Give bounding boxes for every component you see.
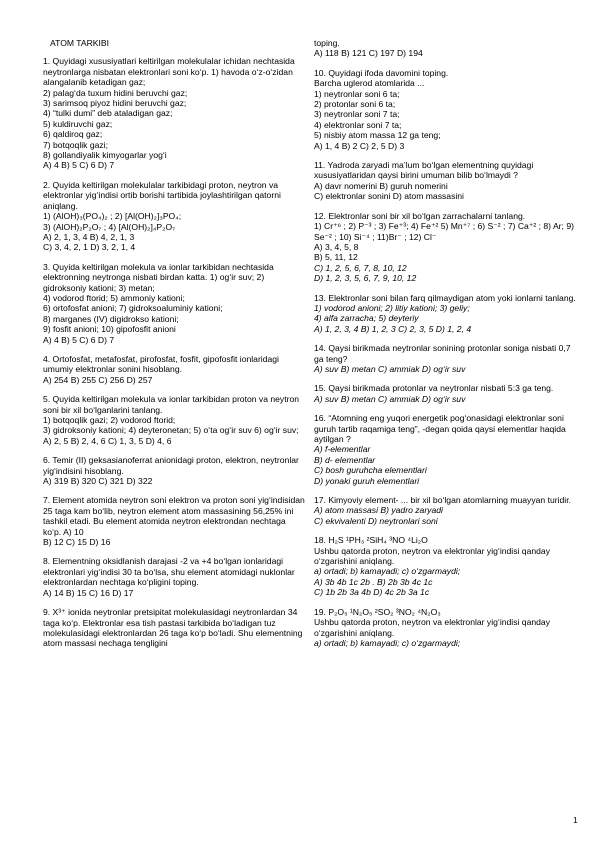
question-line: 3. Quyida keltirilgan molekula va ionlar tarkibidan nechtasida elektronning neytronga nisbati birdan katta. 1) og‘ir suv; 2) gidroksoniy kationi; 3) metan;	[43, 261, 274, 293]
question-block	[43, 354, 305, 385]
question-line: 16. “Atomning eng yuqori energetik pog‘onasidagi elektronlar soni guruh tartib raqamiga teng”, -degan qoida qaysi elementlar haqida aytilgan ?	[314, 413, 566, 444]
option-line: D) yonaki guruh elementlari	[314, 475, 420, 486]
question-line: 12. Elektronlar soni bir xil bo‘lgan zarrachalarni tanlang.	[314, 210, 526, 221]
option-line: A) 3b 4b 1c 2b . B) 2b 3b 4c 1c	[314, 576, 433, 587]
answer-options: B) 12 C) 15 D) 16	[43, 537, 111, 548]
question-line: 1) (AlOH)₃(PO₄)₂ ; 2) [Al(OH)₂]₃PO₄;	[43, 211, 182, 222]
right-column	[314, 38, 576, 657]
question-block	[314, 293, 576, 335]
question-line: 8) gollandiyalik kimyogarlar yog‘i	[43, 150, 167, 161]
question-line: 8) marganes (IV) digidrokso kationi;	[43, 313, 179, 324]
question-block	[314, 160, 576, 202]
question-line: 4. Ortofosfat, metafosfat, pirofosfat, fosfit, gipofosfit ionlaridagi umumiy elektronlar sonini hisoblang.	[43, 353, 279, 375]
question-line: 4) “tulki dumi” deb ataladigan gaz;	[43, 108, 173, 119]
question-line: 1) botqoqlik gazi; 2) vodorod ftorid;	[43, 415, 176, 425]
option-line: a) ortadi; b) kamayadi; c) o‘zgarmaydi;	[314, 566, 461, 577]
question-line: 4) vodorod ftorid; 5) ammoniy kationi;	[43, 292, 185, 303]
question-line: 14. Qaysi birikmada neytronlar sonining protonlar soniga nisbati 0,7 ga teng?	[314, 343, 571, 364]
question-line: C) 3, 4, 2, 1 D) 3, 2, 1, 4	[43, 242, 136, 253]
question-block	[314, 535, 576, 597]
question-block	[43, 180, 305, 253]
question-block	[314, 413, 576, 486]
question-block	[43, 262, 305, 345]
question-line: 8. Elementning oksidlanish darajasi -2 va +4 bo‘lgan ionlaridagi elektronlari yig‘indisi 30 ta bo‘lsa, shu element atomidagi nuklonlar elektronlardan nechtaga ko‘pligini toping.	[43, 556, 295, 588]
question-block	[314, 343, 576, 374]
option-line: C) 1, 2, 5, 6, 7, 8, 10, 12	[314, 262, 407, 273]
left-column	[43, 38, 305, 658]
question-block	[314, 607, 576, 649]
question-line: 6) qaldiroq gaz;	[43, 129, 103, 140]
option-line: C) ekvivalenti D) neytronlari soni	[314, 515, 438, 526]
question-line: 5) kuldiruvchi gaz;	[43, 118, 113, 129]
question-line: 1) neytronlar soni 6 ta;	[314, 88, 400, 99]
question-block	[314, 38, 576, 59]
question-line: 7) botqoqlik gazi;	[43, 139, 108, 150]
question-line: Ushbu qatorda proton, neytron va elektronlar yig‘indisi qanday o‘zgarishini aniqlang.	[314, 545, 550, 567]
question-line: 3) neytronlar soni 7 ta;	[314, 109, 400, 120]
question-block	[314, 383, 576, 404]
question-block	[43, 56, 305, 170]
question-line: 9. X³⁺ ionida neytronlar pretsipitat molekulasidagi neytronlardan 34 taga ko‘p. Elektronlar esa tish pastasi tarkibida bo‘ladigan tuz molekulasidagi elektronlardan 26 taga ko‘p bo‘ladi. Shu elementning atom massasi nechaga tengligini	[43, 607, 303, 649]
answer-options: A) 254 B) 255 C) 256 D) 257	[43, 374, 153, 385]
option-line: B) d- elementlar	[314, 454, 376, 465]
option-line: 1) vodorod anioni; 2) litiy kationi; 3) geliy;	[314, 302, 470, 313]
question-block	[43, 495, 305, 547]
question-line: 10. Quyidagi ifoda davomini toping.	[314, 67, 449, 78]
question-line: 3) sarimsoq piyoz hidini beruvchi gaz;	[43, 98, 187, 109]
question-block	[314, 68, 576, 151]
question-line: 4) elektronlar soni 7 ta;	[314, 119, 402, 130]
question-line: 19. P₂O₅ ¹N₂O₅ ²SO₂ ³NO₂ ⁴N₂O₃	[314, 606, 441, 617]
question-line: 6) ortofosfat anioni; 7) gidroksoaluminiy kationi;	[43, 303, 223, 314]
question-block	[43, 394, 305, 446]
question-line: A) 3, 4, 5, 8	[314, 241, 359, 252]
page-number: 1	[573, 815, 578, 825]
option-line: A) suv B) metan C) ammiak D) og‘ir suv	[314, 393, 466, 404]
question-line: C) elektronlar sonini D) atom massasini	[314, 191, 464, 202]
question-line: 2. Quyida keltirilgan molekulalar tarkibidagi proton, neytron va elektronlar yig‘indisi ortib borishi tartibida joylashtirilgan qatorni aniqlang.	[43, 179, 281, 211]
question-line: 17. Kimyoviy element- ... bir xil bo‘lgan atomlarning muayyan turidir.	[314, 495, 571, 506]
question-line: 5) nisbiy atom massa 12 ga teng;	[314, 130, 441, 141]
question-line: 9) fosfit anioni; 10) gipofosfit anioni	[43, 324, 176, 335]
left-question-list	[43, 56, 305, 648]
right-question-list	[314, 38, 576, 648]
option-line: a) ortadi; b) kamayadi; c) o‘zgarmaydi;	[314, 637, 461, 648]
page-title: ATOM TARKIBI	[50, 38, 110, 48]
option-line: A) f-elementlar	[314, 444, 371, 455]
question-line: 2) protonlar soni 6 ta;	[314, 99, 396, 110]
question-line: toping.	[314, 38, 340, 48]
question-block	[43, 607, 305, 649]
option-line: C) bosh guruhcha elementlari	[314, 465, 427, 476]
question-line: 15. Qaysi birikmada protonlar va neytronlar nisbati 5:3 ga teng.	[314, 383, 554, 394]
option-line: D) 1, 2, 3, 5, 6, 7, 9, 10, 12	[314, 273, 417, 284]
question-line: 5. Quyida keltirilgan molekula va ionlar tarkibidan proton va neytron soni bir xil bo‘lganlarini tanlang.	[43, 394, 300, 415]
question-line: A) davr nomerini B) guruh nomerini	[314, 180, 448, 191]
question-block	[314, 211, 576, 284]
question-line: Barcha uglerod atomlarida ...	[314, 78, 425, 89]
question-line: Ushbu qatorda proton, neytron va elektronlar yig‘indisi qanday o‘zgarishini aniqlang.	[314, 617, 550, 638]
answer-options: A) 1, 4 B) 2 C) 2, 5 D) 3	[314, 140, 405, 151]
option-line: A) suv B) metan C) ammiak D) og‘ir suv	[314, 363, 466, 374]
option-line: A) 1, 2, 3, 4 B) 1, 2, 3 C) 2, 3, 5 D) 1, 2, 4	[314, 323, 472, 334]
question-block	[314, 495, 576, 526]
question-line: 13. Elektronlar soni bilan farq qilmaydigan atom yoki ionlarni tanlang.	[314, 292, 576, 303]
question-line: 3) (AlOH)₂P₂O₇ ; 4) [Al(OH)₂]₄P₂O₇	[43, 221, 176, 232]
option-line: 4) alfa zarracha; 5) deyteriy	[314, 313, 419, 324]
question-block	[43, 556, 305, 598]
question-line: A) 2, 1, 3, 4 B) 4, 2, 1, 3	[43, 231, 135, 242]
answer-options: A) 319 B) 320 C) 321 D) 322	[43, 476, 153, 487]
question-line: 3) gidroksoniy kationi; 4) deyteronetan; 5) o‘ta og‘ir suv 6) og‘ir suv;	[43, 425, 299, 436]
question-line: 1. Quyidagi xususiyatlari keltirilgan molekulalar ichidan nechtasida neytronlarga nisbatan elektronlari soni ko‘p. 1) havoda o‘z-o‘zidan alangalanib ketadigan gaz;	[43, 56, 295, 88]
answer-options: A) 118 B) 121 C) 197 D) 194	[314, 48, 423, 59]
question-line: 1) Cr⁺⁶ ; 2) P⁻³ ; 3) Fe⁺³; 4) Fe⁺² 5) Mn⁺⁷ ; 6) S⁻² ; 7) Ca⁺² ; 8) Ar; 9) Se⁻² ; 10) Si⁻⁴ ; 11)Br⁻ ; 12) Cl⁻	[314, 221, 574, 242]
answer-options: A) 2, 5 B) 2, 4, 6 C) 1, 3, 5 D) 4, 6	[43, 435, 172, 446]
question-line: 11. Yadroda zaryadi ma’lum bo‘lgan elementning quyidagi xususiyatlaridan qaysi birini umuman bilib bo‘lmaydi ?	[314, 160, 534, 181]
answer-options: A) 14 B) 15 C) 16 D) 17	[43, 587, 134, 598]
question-line: 7. Element atomida neytron soni elektron va proton soni yig‘indisidan 25 taga kam bo‘lib, neytron element atom massasining 56,25% ini tashkil etadi. Bu element atomida neytron elektrondan nechtaga ko‘p. A) 10	[43, 495, 305, 537]
question-line: 2) palag‘da tuxum hidini beruvchi gaz;	[43, 87, 188, 98]
option-line: C) 1b 2b 3a 4b D) 4c 2b 3a 1c	[314, 587, 430, 598]
question-block	[43, 455, 305, 486]
option-line: A) atom massasi B) yadro zaryadi	[314, 505, 443, 516]
answer-options: A) 4 B) 5 C) 6 D) 7	[43, 334, 115, 345]
answer-options: A) 4 B) 5 C) 6 D) 7	[43, 160, 115, 171]
question-line: 18. H₂S ¹PH₃ ²SiH₄ ³NO ⁴Li₂O	[314, 535, 428, 546]
question-line: B) 5, 11, 12	[314, 252, 358, 263]
question-line: 6. Temir (II) geksasianoferrat anionidagi proton, elektron, neytronlar yig‘indisini hisoblang.	[43, 455, 299, 476]
